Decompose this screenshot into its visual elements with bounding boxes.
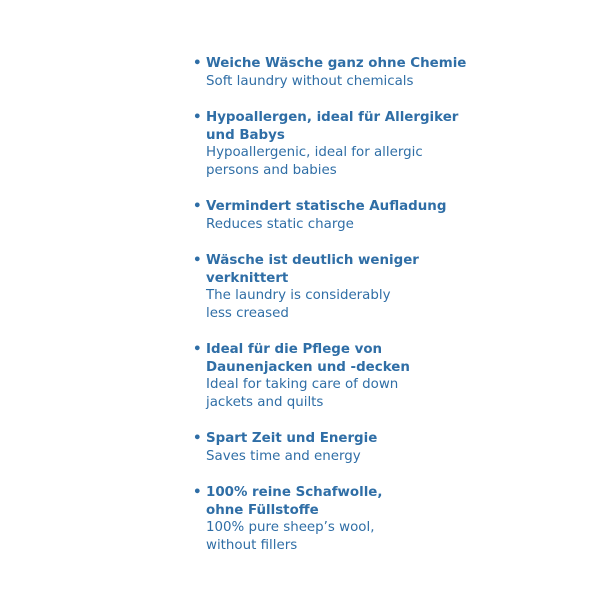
feature-german-line: verknittert (206, 270, 289, 286)
feature-english-line: Soft laundry without chemicals (206, 73, 414, 89)
feature-item (193, 55, 593, 90)
bullet-icon: • (193, 56, 202, 71)
feature-english-line: without fillers (206, 537, 298, 553)
feature-german-line: Daunenjacken und -decken (206, 359, 410, 375)
feature-english-line: Saves time and energy (206, 448, 361, 464)
feature-english-line: Reduces static charge (206, 216, 354, 232)
feature-english-line: Hypoallergenic, ideal for allergic (206, 145, 423, 160)
feature-german-line: ohne Füllstoffe (206, 502, 319, 518)
feature-english-line: Ideal for taking care of down (206, 377, 399, 392)
feature-english-line: 100% pure sheep’s wool, (206, 520, 375, 535)
feature-german-line: Spart Zeit und Energie (206, 431, 378, 446)
feature-german-line: Ideal für die Pflege von (206, 342, 383, 357)
feature-english-line: jackets and quilts (206, 394, 324, 410)
feature-item (193, 109, 593, 179)
bullet-icon: • (193, 431, 202, 446)
feature-german-line: 100% reine Schafwolle, (206, 485, 383, 500)
feature-german-line: und Babys (206, 127, 285, 143)
feature-item (193, 341, 593, 411)
feature-item (193, 484, 593, 554)
feature-german-line: Vermindert statische Aufladung (206, 199, 447, 214)
bullet-icon: • (193, 342, 202, 357)
feature-list (193, 55, 593, 573)
feature-german-line: Hypoallergen, ideal für Allergiker (206, 110, 459, 125)
feature-item (193, 430, 593, 465)
feature-english-line: less creased (206, 305, 289, 321)
feature-english-line: persons and babies (206, 162, 337, 178)
bullet-icon: • (193, 253, 202, 268)
bullet-icon: • (193, 199, 202, 214)
feature-item (193, 252, 593, 322)
bullet-icon: • (193, 485, 202, 500)
feature-item (193, 198, 593, 233)
feature-english-line: The laundry is considerably (206, 288, 391, 303)
feature-german-line: Weiche Wäsche ganz ohne Chemie (206, 56, 467, 71)
feature-german-line: Wäsche ist deutlich weniger (206, 253, 419, 268)
bullet-icon: • (193, 110, 202, 125)
